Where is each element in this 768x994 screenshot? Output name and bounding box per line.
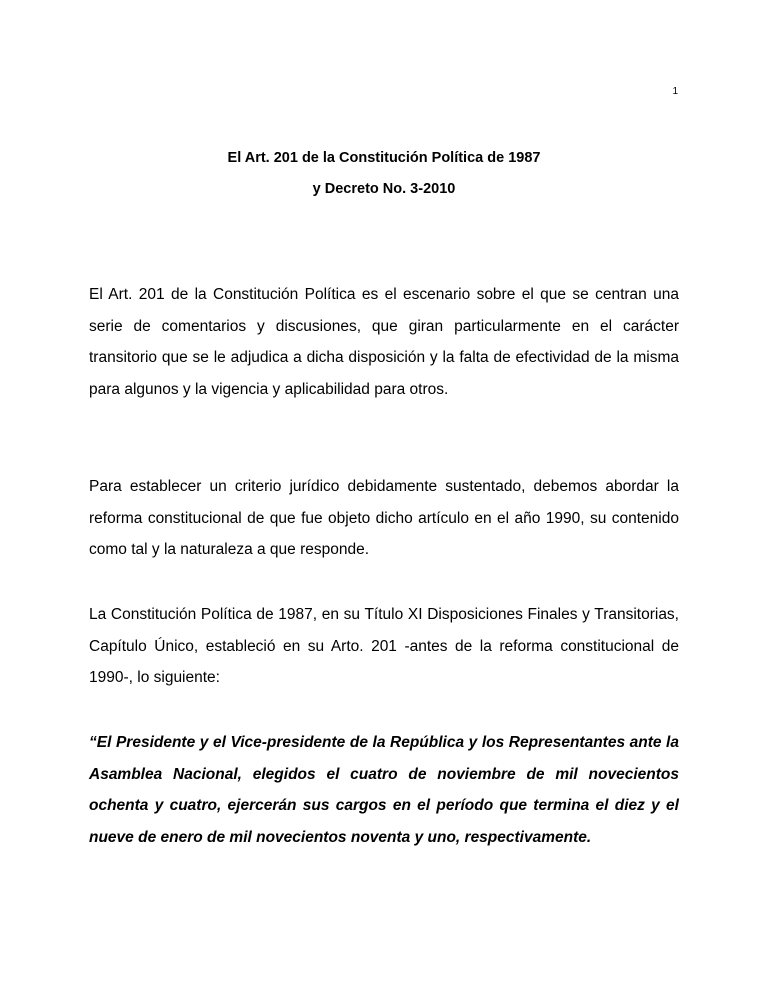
document-title: El Art. 201 de la Constitución Política de 1987 [227,150,541,166]
paragraph-constitution: La Constitución Política de 1987, en su Título XI Disposiciones Finales y Transitorias, Capítulo Único, estableció en su Arto. 201 -antes de la reforma constitucional de 1990-, lo siguiente: [89,606,679,686]
quoted-article-text: “El Presidente y el Vice-presidente de la República y los Representantes ante la Asamblea Nacional, elegidos el cuatro de noviembre de mil novecientos ochenta y cuatro, ejercerán sus cargos en el período que termina el diez y el nueve de enero de mil novecientos noventa y uno, respectivamente. [89,734,679,846]
paragraph-criteria: Para establecer un criterio jurídico debidamente sustentado, debemos abordar la reforma constitucional de que fue objeto dicho artículo en el año 1990, su contenido como tal y la naturaleza a que responde. [89,478,679,558]
document-subtitle: y Decreto No. 3-2010 [312,181,456,197]
paragraph-intro: El Art. 201 de la Constitución Política es el escenario sobre el que se centran una serie de comentarios y discusiones, que giran particularmente en el carácter transitorio que se le adjudica a dicha disposición y la falta de efectividad de la misma para algunos y la vigencia y aplicabilidad para otros. [89,286,679,398]
page-number: 1 [672,86,678,97]
